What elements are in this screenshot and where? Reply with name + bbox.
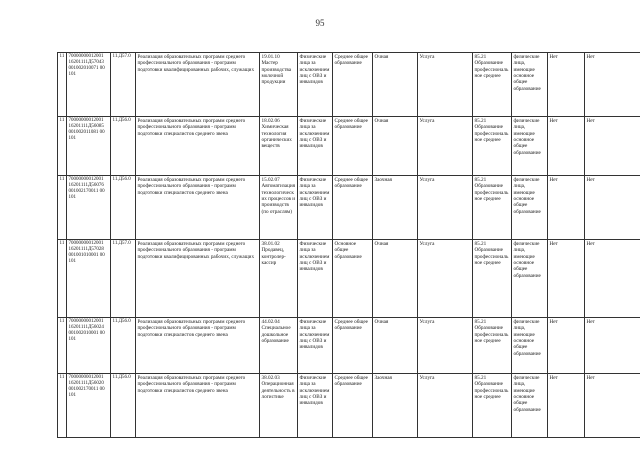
cell-consumers: физические лица, имеющие основное общее образование bbox=[512, 176, 548, 240]
cell-service-name: Реализация образовательных программ среднего профессионального образования - программ подготовки специалистов среднего звена bbox=[136, 176, 260, 240]
cell-free-flag: Нет bbox=[548, 374, 585, 438]
cell-specialty: 18.02.06 Химическая технология органических веществ bbox=[260, 117, 298, 176]
cell-free-flag: Нет bbox=[548, 240, 585, 318]
cell-service-name: Реализация образовательных программ среднего профессионального образования - программ подготовки квалифицированных рабочих, служащих bbox=[136, 53, 260, 117]
cell-specialty: 38.01.02 Продавец, контролер-кассир bbox=[260, 240, 298, 318]
cell-row-index: 11 bbox=[58, 53, 67, 117]
cell-free-flag: Нет bbox=[548, 318, 585, 374]
cell-paid-flag: Нет bbox=[585, 240, 640, 318]
page-number: 95 bbox=[315, 18, 325, 28]
cell-item-type: Услуга bbox=[418, 117, 473, 176]
cell-row-index: 11 bbox=[58, 318, 67, 374]
cell-service-name: Реализация образовательных программ среднего профессионального образования - программ подготовки специалистов среднего звена bbox=[136, 117, 260, 176]
cell-paid-flag: Нет bbox=[585, 318, 640, 374]
cell-item-type: Услуга bbox=[418, 176, 473, 240]
cell-okved-activity: 85.21 Образование профессиональное среднее bbox=[473, 53, 512, 117]
cell-paid-flag: Нет bbox=[585, 374, 640, 438]
cell-specialty: 38.02.03 Операционная деятельность в логистике bbox=[260, 374, 298, 438]
register-body bbox=[58, 53, 640, 438]
cell-consumer-category: Физические лица за исключением лиц с ОВЗ и инвалидов bbox=[298, 240, 333, 318]
cell-okved-activity: 85.21 Образование профессиональное среднее bbox=[473, 176, 512, 240]
cell-row-index: 11 bbox=[58, 240, 67, 318]
cell-consumers: физические лица, имеющие основное общее образование bbox=[512, 374, 548, 438]
cell-item-type: Услуга bbox=[418, 240, 473, 318]
cell-study-form: Очная bbox=[373, 117, 418, 176]
cell-registry-code: 70000000012001 16201111Д56085 001002011081 00 101 bbox=[67, 117, 111, 176]
cell-education-level: Среднее общее образование bbox=[333, 53, 373, 117]
cell-service-code: 11.Д56.0 bbox=[111, 318, 136, 374]
cell-registry-code: 70000000012001 16201111Д57028 001001010001 00 101 bbox=[67, 240, 111, 318]
cell-registry-code: 70000000012001 16201111Д56020 001002170011 00 101 bbox=[67, 374, 111, 438]
cell-study-form: Очная bbox=[373, 318, 418, 374]
cell-service-code: 11.Д56.0 bbox=[111, 117, 136, 176]
cell-registry-code: 70000000012001 16201111Д56024 001002010001 00 101 bbox=[67, 318, 111, 374]
cell-okved-activity: 85.21 Образование профессиональное среднее bbox=[473, 117, 512, 176]
cell-consumers: физические лица, имеющие основное общее образование bbox=[512, 318, 548, 374]
table-row bbox=[58, 53, 640, 117]
cell-registry-code: 70000000012001 16201111Д57043 001002010071 00 101 bbox=[67, 53, 111, 117]
cell-free-flag: Нет bbox=[548, 176, 585, 240]
cell-item-type: Услуга bbox=[418, 318, 473, 374]
cell-service-name: Реализация образовательных программ среднего профессионального образования - программ подготовки квалифицированных рабочих, служащих bbox=[136, 240, 260, 318]
cell-okved-activity: 85.21 Образование профессиональное среднее bbox=[473, 240, 512, 318]
cell-okved-activity: 85.21 Образование профессиональное среднее bbox=[473, 318, 512, 374]
cell-study-form: Заочная bbox=[373, 374, 418, 438]
cell-consumer-category: Физические лица за исключением лиц с ОВЗ и инвалидов bbox=[298, 176, 333, 240]
register-table bbox=[57, 52, 640, 438]
cell-service-code: 11.Д57.0 bbox=[111, 240, 136, 318]
table-row bbox=[58, 240, 640, 318]
cell-consumer-category: Физические лица за исключением лиц с ОВЗ и инвалидов bbox=[298, 374, 333, 438]
cell-consumers: физические лица, имеющие основное общее образование bbox=[512, 240, 548, 318]
table-row bbox=[58, 318, 640, 374]
cell-consumer-category: Физические лица за исключением лиц с ОВЗ и инвалидов bbox=[298, 318, 333, 374]
cell-service-code: 11.Д56.0 bbox=[111, 176, 136, 240]
cell-specialty: 15.02.07 Автоматизация технологических процессов и производств (по отраслям) bbox=[260, 176, 298, 240]
cell-service-code: 11.Д57.0 bbox=[111, 53, 136, 117]
cell-education-level: Среднее общее образование bbox=[333, 176, 373, 240]
cell-row-index: 11 bbox=[58, 117, 67, 176]
cell-okved-activity: 85.21 Образование профессиональное среднее bbox=[473, 374, 512, 438]
cell-service-name: Реализация образовательных программ среднего профессионального образования - программ подготовки специалистов среднего звена bbox=[136, 318, 260, 374]
cell-paid-flag: Нет bbox=[585, 176, 640, 240]
cell-item-type: Услуга bbox=[418, 374, 473, 438]
cell-study-form: Очная bbox=[373, 240, 418, 318]
cell-consumer-category: Физические лица за исключением лиц с ОВЗ и инвалидов bbox=[298, 53, 333, 117]
table-row bbox=[58, 117, 640, 176]
cell-registry-code: 70000000012001 16201111Д56076 001002170011 00 101 bbox=[67, 176, 111, 240]
cell-item-type: Услуга bbox=[418, 53, 473, 117]
cell-specialty: 19.01.10 Мастер производства молочной продукции bbox=[260, 53, 298, 117]
cell-paid-flag: Нет bbox=[585, 53, 640, 117]
cell-consumers: физические лица, имеющие основное общее образование bbox=[512, 117, 548, 176]
cell-paid-flag: Нет bbox=[585, 117, 640, 176]
cell-education-level: Среднее общее образование bbox=[333, 374, 373, 438]
cell-study-form: Очная bbox=[373, 53, 418, 117]
cell-consumers: физические лица, имеющие основное общее образование bbox=[512, 53, 548, 117]
cell-specialty: 44.02.04 Специальное дошкольное образование bbox=[260, 318, 298, 374]
cell-row-index: 11 bbox=[58, 374, 67, 438]
table-row bbox=[58, 176, 640, 240]
cell-consumer-category: Физические лица за исключением лиц с ОВЗ и инвалидов bbox=[298, 117, 333, 176]
cell-education-level: Основное общее образование bbox=[333, 240, 373, 318]
cell-row-index: 11 bbox=[58, 176, 67, 240]
cell-education-level: Среднее общее образование bbox=[333, 117, 373, 176]
table-row bbox=[58, 374, 640, 438]
cell-study-form: Заочная bbox=[373, 176, 418, 240]
cell-service-code: 11.Д56.0 bbox=[111, 374, 136, 438]
cell-education-level: Среднее общее образование bbox=[333, 318, 373, 374]
cell-free-flag: Нет bbox=[548, 53, 585, 117]
cell-service-name: Реализация образовательных программ среднего профессионального образования - программ подготовки специалистов среднего звена bbox=[136, 374, 260, 438]
cell-free-flag: Нет bbox=[548, 117, 585, 176]
